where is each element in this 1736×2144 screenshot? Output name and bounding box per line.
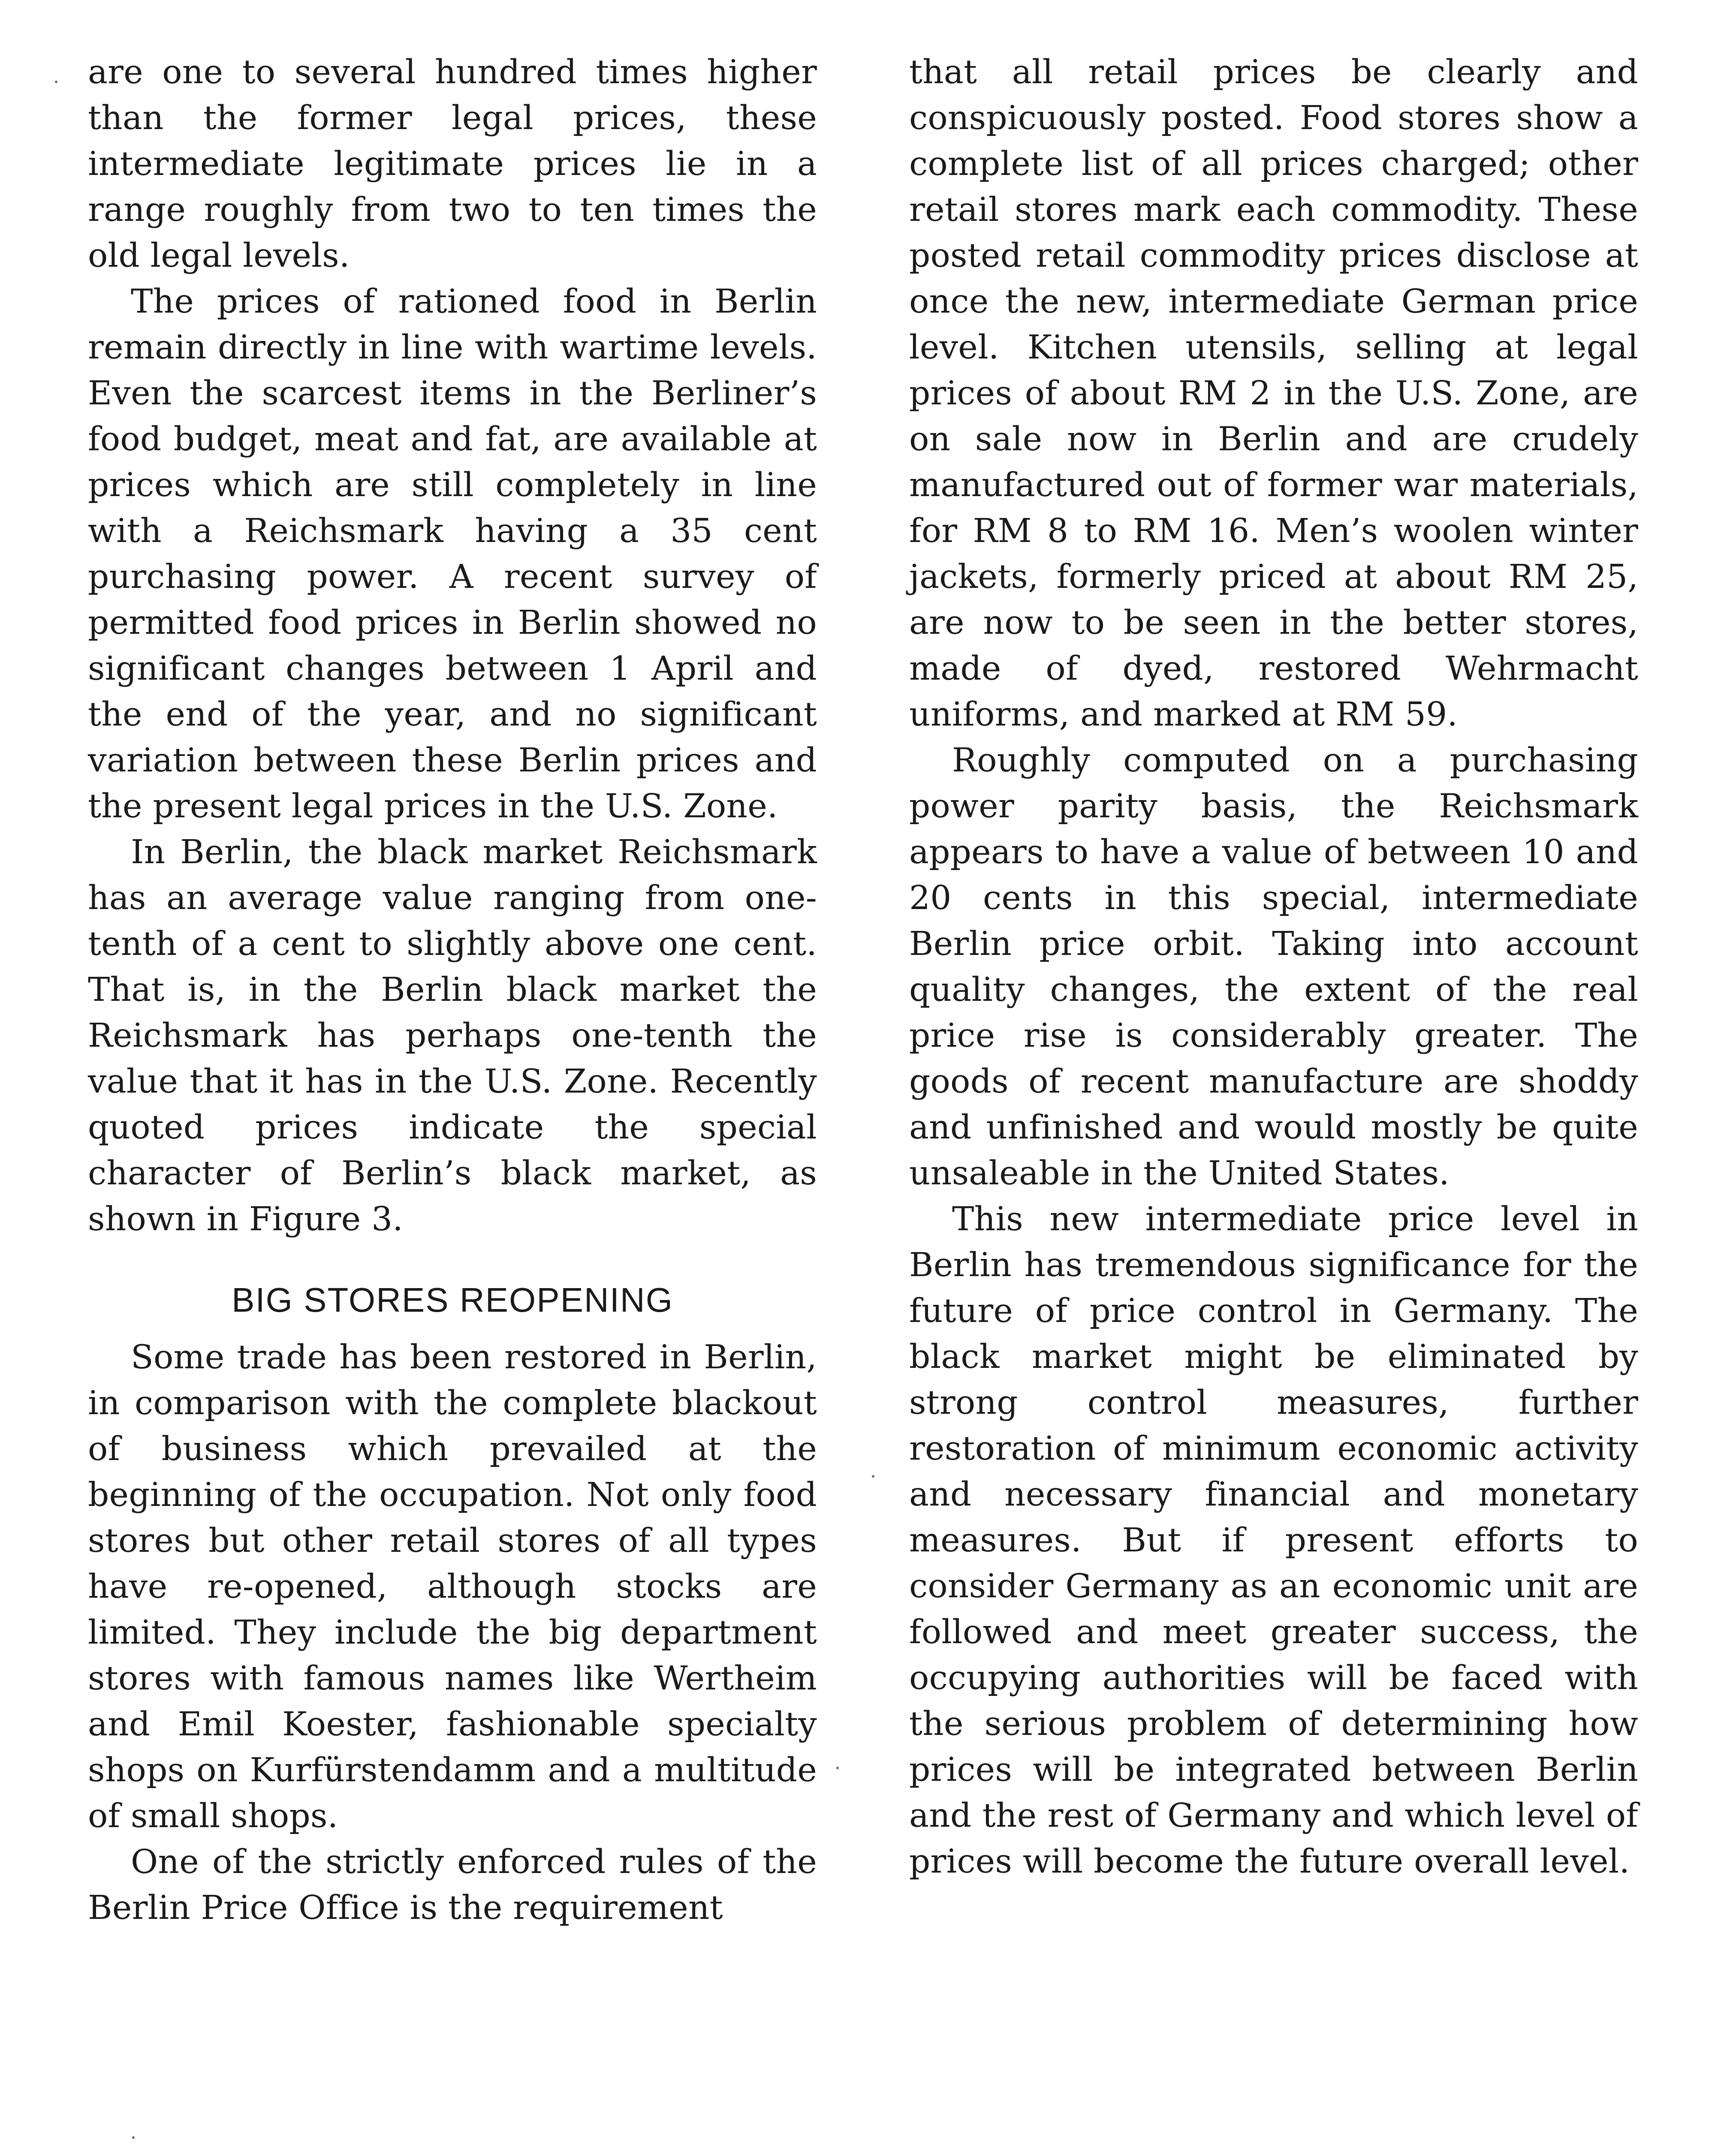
- paragraph-price-level: This new intermediate price level in Berlin has tremendous significance for the future of price control in Germany. The black market might be eliminated by strong control measures, further restoration of minimum economic activity and necessary financial and monetary measures. But if present efforts to consider Germany as an economic unit are followed and meet greater success, the occupying authorities will be faced with the serious problem of determining how prices will be integrated between Berlin and the rest of Germany and which level of prices will become the future overall level.: [909, 1200, 1638, 1881]
- scan-speck: [872, 1475, 874, 1478]
- scan-speck: [836, 1767, 839, 1769]
- paragraph-purchasing-power: Roughly computed on a purchasing power parity basis, the Reichsmark appears to have a value of between 10 and 20 cents in this special, intermediate Berlin price orbit. Taking into account quality changes, the extent of the real price rise is considerably greater. The goods of recent manufacture are shoddy and unfinished and would mostly be quite unsaleable in the United States.: [909, 741, 1638, 1192]
- section-heading: BIG STORES REOPENING: [232, 1281, 673, 1319]
- paragraph-posted-prices: that all retail prices be clearly and conspicuously posted. Food stores show a complete list of all prices charged; other retail stores mark each commodity. These posted retail commodity prices disclose at once the new, intermediate German price level. Kitchen utensils, selling at legal prices of about RM 2 in the U.S. Zone, are on sale now in Berlin and are crudely manufactured out of former war materials, for RM 8 to RM 16. Men’s woolen winter jackets, formerly priced at about RM 25, are now to be seen in the better stores, made of dyed, restored Wehrmacht uniforms, and marked at RM 59.: [909, 53, 1638, 734]
- paragraph-price-office: One of the strictly enforced rules of the Berlin Price Office is the requirement: [88, 1843, 817, 1927]
- paragraph-rationed-food: The prices of rationed food in Berlin remain directly in line with wartime levels. Even the scarcest items in the Berliner’s food budget, meat and fat, are available at prices which are still completely in line with a Reichsmark having a 35 cent purchasing power. A recent survey of permitted food prices in Berlin showed no significant changes between 1 April and the end of the year, and no significant variation between these Berlin prices and the present legal prices in the U.S. Zone.: [88, 283, 817, 825]
- scan-speck: [55, 81, 57, 83]
- paragraph-continued: are one to several hundred times higher than the former legal prices, these intermediate legitimate prices lie in a range roughly from two to ten times the old legal levels.: [88, 53, 817, 275]
- right-column: [909, 49, 1638, 1885]
- paragraph-black-market: In Berlin, the black market Reichsmark has an average value ranging from one-tenth of a cent to slightly above one cent. That is, in the Berlin black market the Reichsmark has perhaps one-tenth the value that it has in the U.S. Zone. Recently quoted prices indicate the special character of Berlin’s black market, as shown in Figure 3.: [88, 833, 817, 1238]
- left-column: [88, 49, 817, 1931]
- paragraph-trade-restored: Some trade has been restored in Berlin, in comparison with the complete blackout of business which prevailed at the beginning of the occupation. Not only food stores but other retail stores of all types have re-opened, although stocks are limited. They include the big department stores with famous names like Wertheim and Emil Koester, fashionable specialty shops on Kurfürstendamm and a multitude of small shops.: [88, 1338, 817, 1835]
- scan-speck: [132, 2136, 135, 2139]
